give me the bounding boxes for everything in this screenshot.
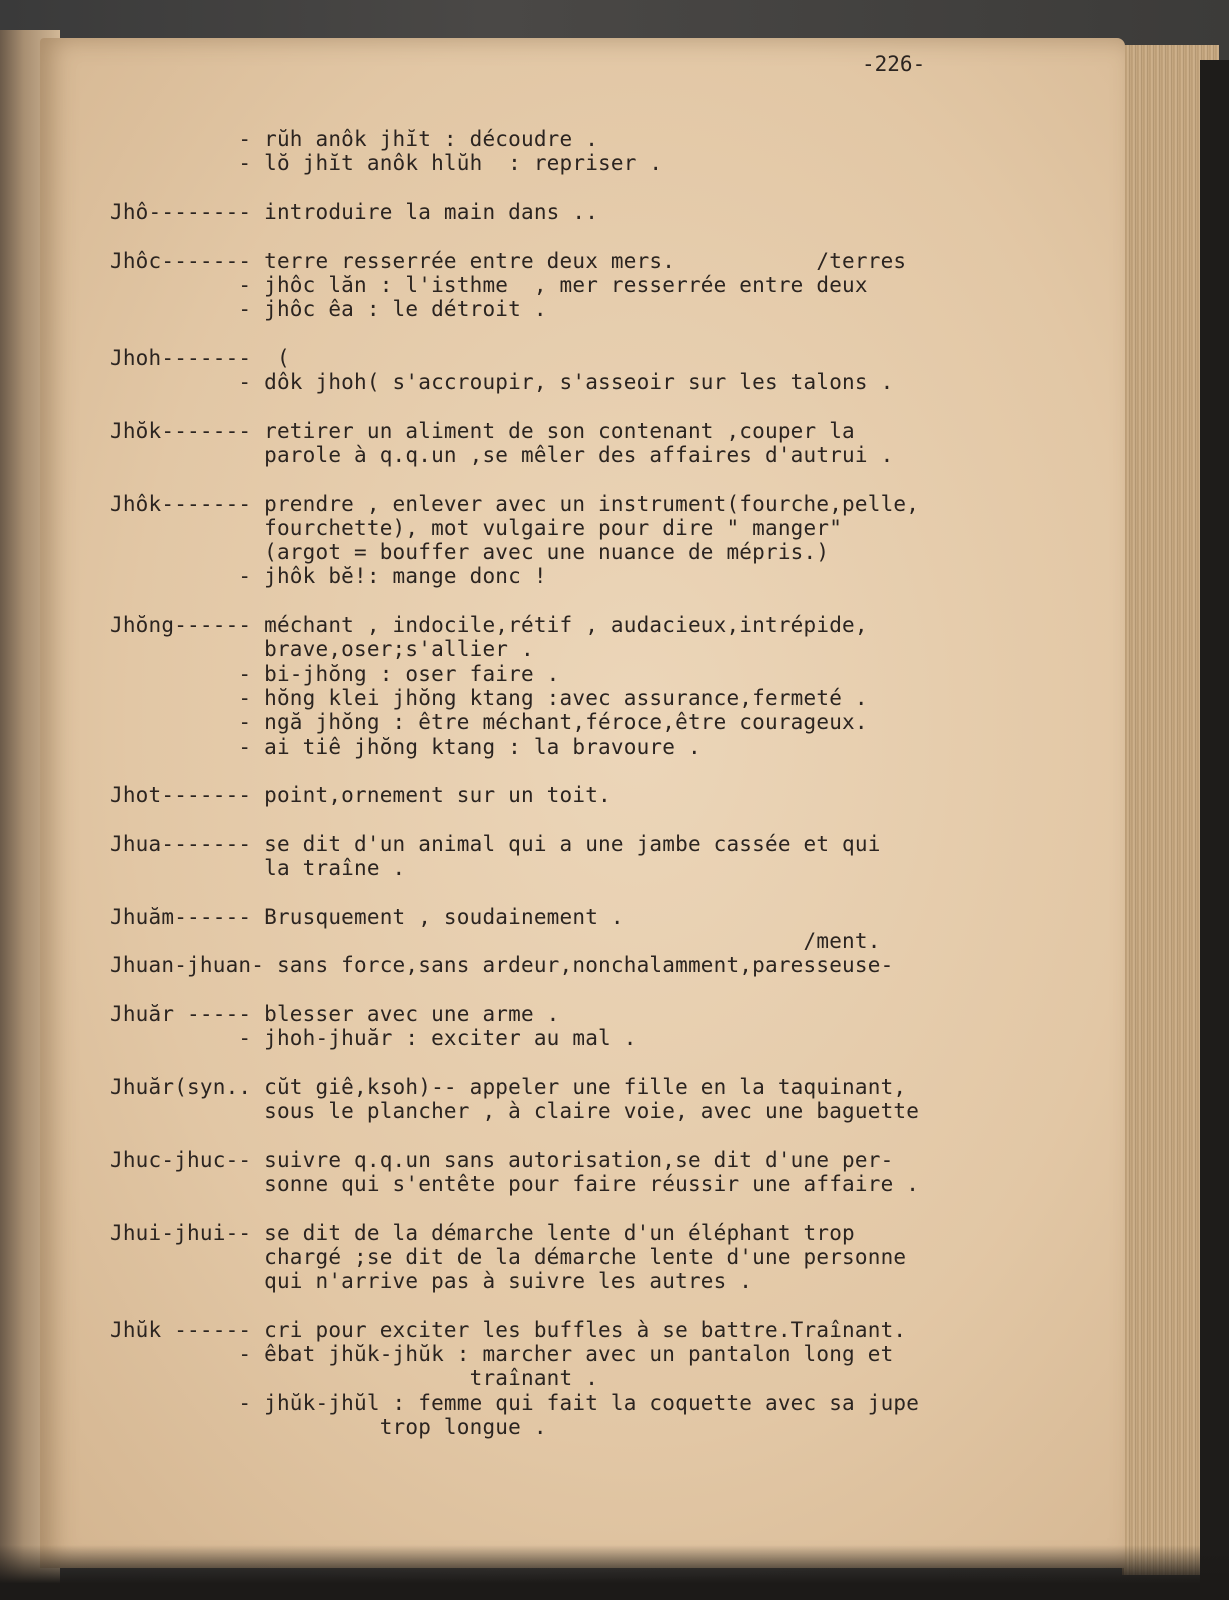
entry-line: Jhuan-jhuan- sans force,sans ardeur,nonchalamment,paresseuse- (110, 953, 894, 978)
entry-line: /ment. (110, 928, 881, 953)
entry-line: - jhôk bĕ!: mange donc ! (110, 564, 547, 589)
entry-line: Jhôc------- terre resserrée entre deux mers. /terres (110, 248, 907, 273)
entry-line: sonne qui s'entête pour faire réussir une affaire . (110, 1171, 920, 1196)
entry-line: traînant . (110, 1366, 599, 1391)
entry-line: - rŭh anôk jhĭt : découdre . (110, 127, 599, 151)
entry-line: Jhot------- point,ornement sur un toit. (110, 783, 611, 808)
entry-line: - jhôc êa : le détroit . (110, 297, 547, 322)
entry-line: sous le plancher , à claire voie, avec une baguette (110, 1099, 920, 1123)
entry-line: Jhô-------- introduire la main dans .. (110, 199, 599, 224)
entry-line: - ngă jhŏng : être méchant,féroce,être courageux. (110, 710, 868, 735)
entry-line: Jhôk------- prendre , enlever avec un instrument(fourche,pelle, (110, 491, 920, 516)
book-cover-edge (1200, 60, 1229, 1600)
entry-line: fourchette), mot vulgaire pour dire " manger" (110, 515, 843, 540)
entry-line: Jhuăm------ Brusquement , soudainement . (110, 904, 624, 929)
entry-line: Jhŏng------ méchant , indocile,rétif , audacieux,intrépide, (110, 613, 868, 637)
entry-line: chargé ;se dit de la démarche lente d'une personne (110, 1244, 907, 1269)
entry-line: - lŏ jhĭt anôk hlŭh : repriser . (110, 151, 663, 176)
entry-line: - bi-jhŏng : oser faire . (110, 661, 560, 686)
entry-line: (argot = bouffer avec une nuance de mépris.) (110, 540, 830, 565)
entry-line: - dôk jhoh( s'accroupir, s'asseoir sur les talons . (110, 370, 894, 394)
entry-line: Jhuăr ----- blesser avec une arme . (110, 1001, 560, 1026)
entry-line: parole à q.q.un ,se mêler des affaires d'autrui . (110, 442, 894, 467)
entry-line: la traîne . (110, 856, 406, 880)
entry-line: Jhŭk ------ cri pour exciter les buffles à se battre.Traînant. (110, 1317, 907, 1342)
entry-line: Jhuc-jhuc-- suivre q.q.un sans autorisation,se dit d'une per- (110, 1147, 894, 1172)
entry-line: - jhŭk-jhŭl : femme qui fait la coquette avec sa jupe (110, 1390, 920, 1415)
entry-line: Jhui-jhui-- se dit de la démarche lente d'un éléphant trop (110, 1220, 855, 1245)
entry-line: Jhoh------- ( (110, 345, 290, 370)
entry-line: Jhŏk------- retirer un aliment de son contenant ,couper la (110, 418, 855, 443)
entry-line: - êbat jhŭk-jhŭk : marcher avec un pantalon long et (110, 1342, 894, 1366)
entry-line: - jhoh-jhuăr : exciter au mal . (110, 1026, 637, 1051)
entry-line: brave,oser;s'allier . (110, 637, 534, 662)
entry-line: - hŏng klei jhŏng ktang :avec assurance,fermeté . (110, 685, 868, 710)
entry-line: - jhôc lăn : l'isthme , mer resserrée entre deux (110, 272, 868, 297)
entry-line: Jhua------- se dit d'un animal qui a une jambe cassée et qui (110, 831, 881, 856)
page-number: -226- (862, 52, 926, 76)
entry-line: Jhuăr(syn.. cŭt giê,ksoh)-- appeler une fille en la taquinant, (110, 1074, 907, 1099)
bottom-shadow (0, 1545, 1229, 1600)
entry-line: qui n'arrive pas à suivre les autres . (110, 1269, 753, 1294)
entry-line: - ai tiê jhŏng ktang : la bravoure . (110, 734, 701, 759)
entry-line: trop longue . (110, 1414, 547, 1439)
